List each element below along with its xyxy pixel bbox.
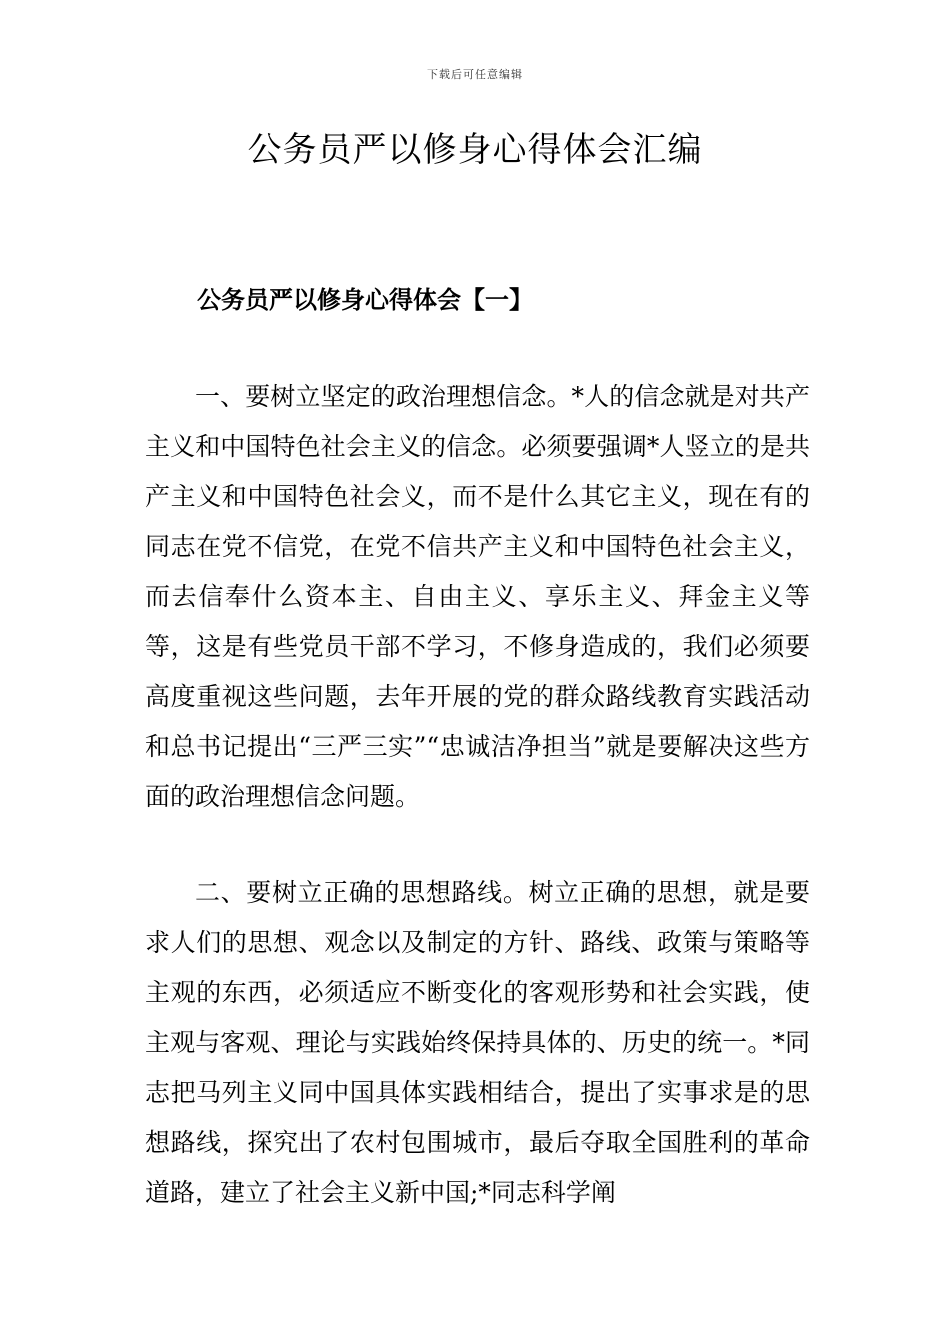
section-heading: 公务员严以修身心得体会【一】 xyxy=(197,286,533,314)
paragraph-2: 二、要树立正确的思想路线。树立正确的思想，就是要求人们的思想、观念以及制定的方针、路线、政策与策略等主观的东西，必须适应不断变化的客观形势和社会实践，使主观与客观、理论与实践始终保持具体的、历史的统一。*同志把马列主义同中国具体实践相结合，提出了实事求是的思想路线，探究出了农村包围城市，最后夺取全国胜利的革命道路，建立了社会主义新中国;*同志科学阐 xyxy=(145,878,810,1207)
document-title: 公务员严以修身心得体会汇编 xyxy=(247,130,703,170)
paragraph-1: 一、要树立坚定的政治理想信念。*人的信念就是对共产主义和中国特色社会主义的信念。必须要强调*人竖立的是共产主义和中国特色社会义，而不是什么其它主义，现在有的同志在党不信党，在党不信共产主义和中国特色社会主义，而去信奉什么资本主、自由主义、享乐主义、拜金主义等等，这是有些党员干部不学习，不修身造成的，我们必须要高度重视这些问题，去年开展的党的群众路线教育实践活动和总书记提出“三严三实”“忠诚洁净担当”就是要解决这些方面的政治理想信念问题。 xyxy=(145,382,810,811)
page-header-note: 下载后可任意编辑 xyxy=(427,68,523,81)
